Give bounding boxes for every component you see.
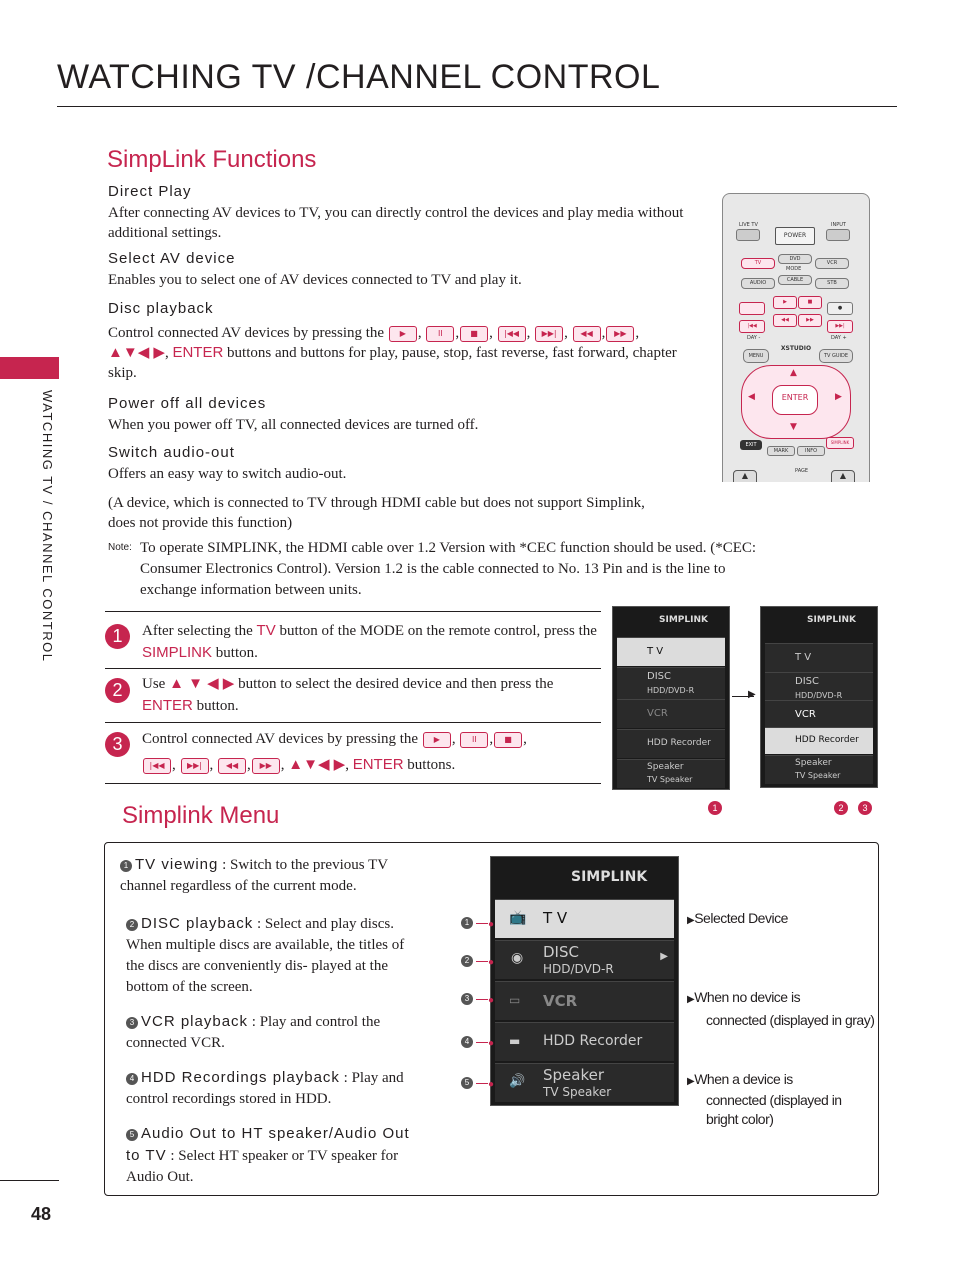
disc-playback-text: Control connected AV devices by pressing the ▶ , II , ■ , |◀◀ , ▶▶| , ◀◀ , ▶▶ , ▲▼◀ ▶, ENTER buttons and buttons for play, pause, stop, fast reverse, fast forward, chapter skip. <box>108 325 677 381</box>
remote-simplink-button[interactable]: SIMPLINK <box>826 437 854 449</box>
remote-ff-button[interactable]: ▶▶ <box>798 314 822 327</box>
disc-playback-title: Disc playback <box>108 300 214 317</box>
side-label: WATCHING TV / CHANNEL CONTROL <box>40 390 55 663</box>
simplink-logo: SIMPLINK <box>659 615 708 625</box>
page-number: 48 <box>31 1204 52 1224</box>
osd-hdd-row-selected[interactable]: HDD Recorder <box>765 727 873 754</box>
remote-exit-button[interactable]: EXIT <box>740 440 762 450</box>
bullet-arrow-icon: ▶ <box>687 994 695 1005</box>
disc-icon: ◉ <box>511 950 524 966</box>
osd-speaker-row[interactable]: Speaker TV Speaker <box>765 755 873 784</box>
power-off-title: Power off all devices <box>108 395 267 412</box>
pointer-3: 3 ● <box>461 990 494 1008</box>
hdd-icon: ▬ <box>509 1034 521 1048</box>
functions-heading: SimpLink Functions <box>107 146 317 173</box>
live-tv-button[interactable] <box>736 229 760 241</box>
note-selected: ▶Selected Device <box>687 910 788 926</box>
note-text: To operate SIMPLINK, the HDMI cable over 1.2 Version with *CEC function should be used. (*CEC: Consumer Electronics Control). Version 1.2 is the cable connected to No. 13 Pin and is the line to exchange information between units. <box>140 540 757 598</box>
remote-stop-button[interactable]: ■ <box>798 296 822 309</box>
prev-chapter-icon: |◀◀ <box>498 326 526 342</box>
vcr-icon: ▭ <box>509 993 521 1007</box>
remote-control: LIVE TV INPUT POWER TV DVD VCR MODE AUDIO CABLE STB ▶ ■ ● |◀◀ ◀◀ ▶▶ ▶▶| DAY - DAY + MENU XSTUDIO TV GUIDE ▲ ▼ ◀ ▶ ENTER EXIT MARK INFO SIMPLINK PAGE ▲ ▲ <box>722 193 870 482</box>
pointer-5: 5 ● <box>461 1074 494 1092</box>
remote-next-button[interactable]: ▶▶| <box>827 320 853 333</box>
menu-item-vcr: 3 VCR playback : Play and control the connected VCR. <box>126 1013 381 1051</box>
simplink-osd-large <box>490 856 679 1106</box>
pointer-2: 2 ● <box>461 952 494 970</box>
menu-heading: Simplink Menu <box>122 802 280 829</box>
dvd-mode-button[interactable]: DVD <box>778 254 812 264</box>
remote-rec-button[interactable] <box>739 302 765 315</box>
note-no-device: ▶When no device is connected (displayed in gray) <box>687 989 875 1028</box>
fast-forward-icon: ▶▶ <box>252 758 280 774</box>
osd-caption-1: 1 <box>708 801 722 815</box>
select-av-title: Select AV device <box>108 250 236 267</box>
step-3: 3 Control connected AV devices by pressing the ▶ , II , ■ , |◀◀ , ▶▶| , ◀◀ , ▶▶ , ▲▼◀ ▶, ENTER buttons. <box>105 722 601 784</box>
next-chapter-icon: ▶▶| <box>181 758 209 774</box>
menu-item-hdd: 4 HDD Recordings playback : Play and control recordings stored in HDD. <box>126 1069 404 1107</box>
chevron-right-icon: ▶ <box>660 951 668 962</box>
simplink-osd-after <box>760 606 878 788</box>
pause-icon: II <box>426 326 454 342</box>
remote-enter-button[interactable]: ENTER <box>772 385 818 415</box>
osd-vcr-row[interactable]: VCR <box>765 700 873 729</box>
remote-tvguide-button[interactable]: TV GUIDE <box>819 349 853 363</box>
remote-prev-button[interactable]: |◀◀ <box>739 320 765 333</box>
power-button[interactable]: POWER <box>775 227 815 245</box>
menu-item-disc: 2 DISC playback : Select and play discs. When multiple discs are available, the titles of the discs are conveniently dis- played at the bottom of the screen. <box>126 915 405 995</box>
remote-play-button[interactable]: ▶ <box>773 296 797 309</box>
note-device: ▶When a device is connected (displayed in bright color) <box>687 1071 842 1127</box>
side-rule <box>0 1180 59 1181</box>
pointer-1: 1 ● <box>461 914 494 932</box>
vcr-mode-button[interactable]: VCR <box>815 258 849 269</box>
pointer-4: 4 ● <box>461 1033 494 1051</box>
input-button[interactable] <box>826 229 850 241</box>
remote-page-up-right-icon[interactable]: ▲ <box>831 470 855 482</box>
simplink-logo: SIMPLINK <box>807 615 856 625</box>
step-1: 1 After selecting the TV button of the MODE on the remote control, press the SIMPLINK button. <box>105 611 601 668</box>
menu-item-audio: 5 Audio Out to HT speaker/Audio Out to TV : Select HT speaker or TV speaker for Audio Out. <box>126 1125 410 1185</box>
direct-play-text: After connecting AV devices to TV, you can directly control the devices and play media without additional settings. <box>108 205 684 241</box>
stop-icon: ■ <box>460 326 488 342</box>
play-icon: ▶ <box>423 732 451 748</box>
side-tab <box>0 357 59 379</box>
osd-caption-3: 3 <box>858 801 872 815</box>
dpad-left-icon[interactable]: ◀ <box>748 392 755 402</box>
note-label: Note: <box>108 542 132 553</box>
dpad-down-icon[interactable]: ▼ <box>790 422 797 432</box>
simplink-osd-before <box>612 606 730 790</box>
play-icon: ▶ <box>389 326 417 342</box>
steps <box>105 611 601 783</box>
bullet-arrow-icon: ▶ <box>687 1076 695 1087</box>
osd-speaker-row[interactable]: Speaker TV Speaker <box>617 759 725 788</box>
osd-disc-row[interactable]: DISC HDD/DVD-R <box>617 667 725 706</box>
simplink-logo: SIMPLINK <box>571 869 648 885</box>
fast-forward-icon: ▶▶ <box>606 326 634 342</box>
title-rule <box>57 106 897 107</box>
enter-label: ENTER <box>172 344 224 361</box>
remote-page-up-left-icon[interactable]: ▲ <box>733 470 757 482</box>
remote-menu-button[interactable]: MENU <box>743 349 769 363</box>
prev-chapter-icon: |◀◀ <box>143 758 171 774</box>
osd-caption-2: 2 <box>834 801 848 815</box>
tv-mode-button[interactable]: TV <box>741 258 775 269</box>
remote-rewind-button[interactable]: ◀◀ <box>773 314 797 327</box>
osd-tv-row[interactable]: T V <box>765 643 873 672</box>
power-off-text: When you power off TV, all connected devices are turned off. <box>108 417 479 433</box>
bullet-arrow-icon: ▶ <box>687 915 695 926</box>
menu-item-tv: 1 TV viewing : Switch to the previous TV channel regardless of the current mode. <box>120 856 388 894</box>
next-chapter-icon: ▶▶| <box>535 326 563 342</box>
dpad-right-icon[interactable]: ▶ <box>835 392 842 402</box>
stb-mode-button[interactable]: STB <box>815 278 849 289</box>
osd-speaker-row[interactable]: 🔊 Speaker TV Speaker <box>495 1063 674 1102</box>
rewind-icon: ◀◀ <box>573 326 601 342</box>
osd-disc-row[interactable]: DISC HDD/DVD-R <box>765 672 873 711</box>
arrow-keys: ▲▼◀ ▶ <box>108 344 165 361</box>
speaker-icon: 🔊 <box>509 1074 526 1089</box>
hdmi-paren-note: (A device, which is connected to TV through HDMI cable but does not support Simplink, does not provide this function) <box>108 495 645 531</box>
remote-info-button[interactable]: INFO <box>797 446 825 456</box>
osd-hdd-row[interactable]: ▬ HDD Recorder <box>495 1022 674 1061</box>
switch-audio-text: Offers an easy way to switch audio-out. <box>108 466 347 482</box>
audio-mode-button[interactable]: AUDIO <box>741 278 775 289</box>
osd-tv-row[interactable]: 📺 T V <box>495 899 674 938</box>
tv-icon: 📺 <box>509 910 527 926</box>
osd-hdd-row[interactable]: HDD Recorder <box>617 729 725 758</box>
osd-vcr-row[interactable]: ▭ VCR <box>495 981 674 1020</box>
switch-audio-title: Switch audio-out <box>108 444 235 461</box>
osd-vcr-row[interactable]: VCR <box>617 699 725 728</box>
step-2: 2 Use ▲ ▼ ◀ ▶ button to select the desired device and then press the ENTER button. <box>105 668 601 722</box>
cable-mode-button[interactable]: CABLE <box>778 275 812 285</box>
page-title: WATCHING TV /CHANNEL CONTROL <box>57 58 661 96</box>
osd-tv-row[interactable]: T V <box>617 637 725 666</box>
remote-pause-button[interactable]: ● <box>827 302 853 315</box>
remote-xstudio-button[interactable]: XSTUDIO <box>780 345 812 352</box>
stop-icon: ■ <box>494 732 522 748</box>
rewind-icon: ◀◀ <box>218 758 246 774</box>
pause-icon: II <box>460 732 488 748</box>
direct-play-title: Direct Play <box>108 183 192 200</box>
dpad-up-icon[interactable]: ▲ <box>790 368 797 378</box>
select-av-text: Enables you to select one of AV devices connected to TV and play it. <box>108 272 522 288</box>
osd-disc-row[interactable]: ◉ DISC HDD/DVD-R ▶ <box>495 940 674 979</box>
remote-mark-button[interactable]: MARK <box>767 446 795 456</box>
osd-arrow-icon: ▶ <box>748 689 756 700</box>
